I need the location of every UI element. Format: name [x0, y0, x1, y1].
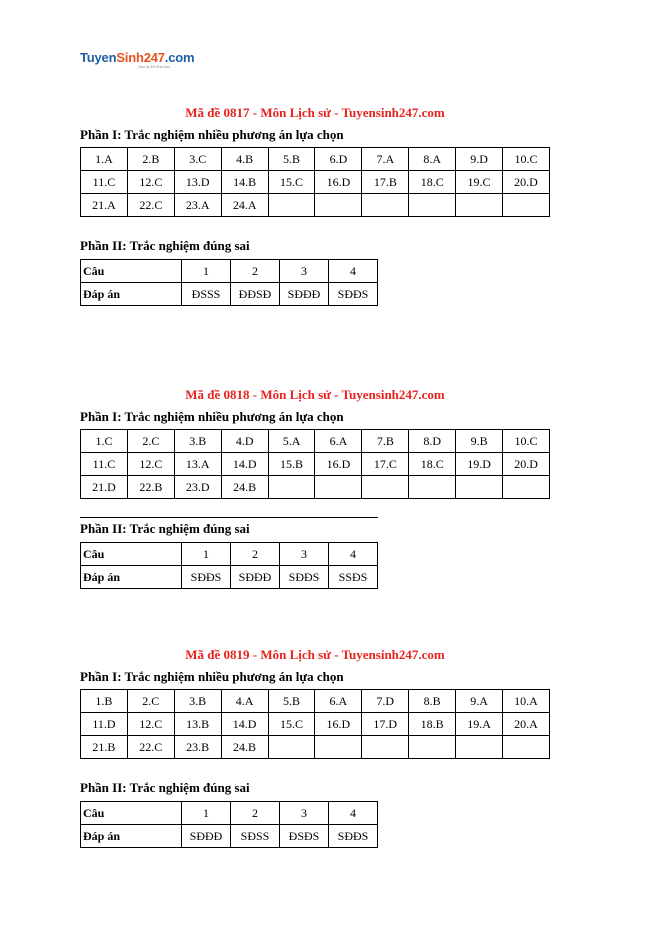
answer-cell: 14.D	[221, 453, 268, 476]
answer-cell	[503, 736, 550, 759]
table-row	[81, 825, 378, 848]
answer-cell: 14.D	[221, 713, 268, 736]
logo	[80, 50, 194, 65]
answer-cell: 20.D	[503, 453, 550, 476]
row-label-answer: Đáp án	[81, 825, 182, 848]
answer-cell: 8.A	[409, 148, 456, 171]
answer-cell: 18.C	[409, 171, 456, 194]
answer-cell: 24.B	[221, 476, 268, 499]
question-number-cell: 4	[329, 802, 378, 825]
answer-cell: 3.B	[174, 690, 221, 713]
answer-cell: 3.C	[174, 148, 221, 171]
row-label-question: Câu	[81, 802, 182, 825]
answer-cell: 15.C	[268, 713, 315, 736]
answer-cell: 6.A	[315, 690, 362, 713]
question-number-cell: 1	[182, 543, 231, 566]
question-number-cell: 4	[329, 543, 378, 566]
answer-cell: 15.C	[268, 171, 315, 194]
answer-cell: 10.A	[503, 690, 550, 713]
answer-cell: 17.C	[362, 453, 409, 476]
answer-cell: 8.D	[409, 430, 456, 453]
table-row	[81, 802, 378, 825]
answer-cell: 5.B	[268, 690, 315, 713]
divider	[80, 517, 378, 518]
answer-cell: 23.B	[174, 736, 221, 759]
part2-title: Phần II: Trắc nghiệm đúng sai	[80, 521, 250, 536]
multiple-choice-table	[80, 689, 550, 759]
table-row	[81, 476, 550, 499]
answer-cell: 1.B	[81, 690, 128, 713]
table-row	[81, 260, 378, 283]
answer-cell: 24.B	[221, 736, 268, 759]
answer-cell: SĐĐĐ	[280, 283, 329, 306]
table-row	[81, 283, 378, 306]
answer-cell: 9.B	[456, 430, 503, 453]
multiple-choice-table	[80, 147, 550, 217]
question-number-cell: 2	[231, 260, 280, 283]
exam-section-0818	[80, 386, 550, 589]
answer-cell	[456, 476, 503, 499]
answer-cell	[268, 736, 315, 759]
answer-cell	[315, 194, 362, 217]
answer-cell: 11.D	[81, 713, 128, 736]
part1-title: Phần I: Trắc nghiệm nhiều phương án lựa chọn	[80, 127, 344, 142]
question-number-cell: 3	[280, 802, 329, 825]
answer-cell: 12.C	[127, 171, 174, 194]
answer-cell: SĐĐĐ	[182, 825, 231, 848]
table-row	[81, 543, 378, 566]
logo-text-sinh: Sinh	[116, 50, 144, 65]
answer-cell: 19.D	[456, 453, 503, 476]
answer-cell: 6.D	[315, 148, 362, 171]
answer-cell: 15.B	[268, 453, 315, 476]
answer-cell: 4.D	[221, 430, 268, 453]
answer-cell: 5.B	[268, 148, 315, 171]
answer-cell: 22.C	[127, 194, 174, 217]
answer-cell: SSĐS	[329, 566, 378, 589]
answer-cell: 2.C	[127, 690, 174, 713]
question-number-cell: 2	[231, 543, 280, 566]
answer-cell: ĐĐSĐ	[231, 283, 280, 306]
answer-cell: 9.A	[456, 690, 503, 713]
row-label-question: Câu	[81, 543, 182, 566]
part1-title: Phần I: Trắc nghiệm nhiều phương án lựa chọn	[80, 669, 344, 684]
answer-cell: 19.C	[456, 171, 503, 194]
answer-cell: 20.D	[502, 171, 549, 194]
true-false-table	[80, 801, 378, 848]
answer-cell	[456, 194, 503, 217]
row-label-answer: Đáp án	[81, 283, 182, 306]
answer-cell	[409, 194, 456, 217]
exam-section-0817	[80, 104, 550, 306]
answer-cell: 4.A	[221, 690, 268, 713]
answer-cell	[315, 736, 362, 759]
table-row	[81, 148, 550, 171]
question-number-cell: 1	[182, 802, 231, 825]
row-label-question: Câu	[81, 260, 182, 283]
question-number-cell: 2	[231, 802, 280, 825]
answer-cell	[503, 476, 550, 499]
table-row	[81, 690, 550, 713]
answer-cell: 5.A	[268, 430, 315, 453]
answer-cell: 8.B	[409, 690, 456, 713]
answer-cell: 16.D	[315, 713, 362, 736]
answer-cell: 13.A	[174, 453, 221, 476]
answer-cell: ĐSSS	[182, 283, 231, 306]
answer-cell: 10.C	[502, 148, 549, 171]
answer-cell: 12.C	[127, 453, 174, 476]
true-false-table	[80, 542, 378, 589]
answer-cell: 21.D	[81, 476, 128, 499]
answer-cell: 1.A	[81, 148, 128, 171]
answer-cell: SĐĐS	[329, 283, 378, 306]
logo-text-tuyen: Tuyen	[80, 50, 117, 65]
answer-cell: 2.C	[127, 430, 174, 453]
part2-title: Phần II: Trắc nghiệm đúng sai	[80, 780, 250, 795]
answer-cell: 16.D	[315, 171, 362, 194]
answer-cell	[409, 736, 456, 759]
section-title: Mã đề 0819 - Môn Lịch sử - Tuyensinh247.com	[185, 647, 445, 662]
logo-tagline: Học là Đỗ Đại học	[138, 64, 171, 69]
question-number-cell: 4	[329, 260, 378, 283]
answer-cell: 19.A	[456, 713, 503, 736]
answer-cell: 24.A	[221, 194, 268, 217]
answer-cell: 12.C	[127, 713, 174, 736]
answer-cell: 21.B	[81, 736, 128, 759]
table-row	[81, 566, 378, 589]
multiple-choice-table	[80, 429, 550, 499]
answer-cell	[362, 194, 409, 217]
answer-cell: 11.C	[81, 453, 128, 476]
part2-title: Phần II: Trắc nghiệm đúng sai	[80, 238, 250, 253]
answer-cell: 6.A	[315, 430, 362, 453]
answer-cell: 7.B	[362, 430, 409, 453]
question-number-cell: 3	[280, 260, 329, 283]
answer-cell: 13.D	[174, 171, 221, 194]
answer-cell: 13.B	[174, 713, 221, 736]
answer-cell: ĐSĐS	[280, 825, 329, 848]
answer-cell: 16.D	[315, 453, 362, 476]
section-title: Mã đề 0818 - Môn Lịch sử - Tuyensinh247.com	[185, 387, 445, 402]
answer-cell: 9.D	[456, 148, 503, 171]
answer-cell: SĐĐS	[182, 566, 231, 589]
answer-cell: 3.B	[174, 430, 221, 453]
answer-cell: 20.A	[503, 713, 550, 736]
part1-title: Phần I: Trắc nghiệm nhiều phương án lựa chọn	[80, 409, 344, 424]
table-row	[81, 736, 550, 759]
question-number-cell: 3	[280, 543, 329, 566]
answer-cell	[456, 736, 503, 759]
logo-text-247: 247	[143, 50, 165, 65]
answer-cell: 18.C	[409, 453, 456, 476]
table-row	[81, 194, 550, 217]
answer-cell	[315, 476, 362, 499]
section-title: Mã đề 0817 - Môn Lịch sử - Tuyensinh247.com	[185, 105, 445, 120]
answer-cell	[502, 194, 549, 217]
answer-cell	[362, 476, 409, 499]
answer-cell	[362, 736, 409, 759]
answer-cell: 23.D	[174, 476, 221, 499]
answer-cell: 22.B	[127, 476, 174, 499]
answer-cell: 7.A	[362, 148, 409, 171]
answer-cell: 21.A	[81, 194, 128, 217]
answer-cell: 22.C	[127, 736, 174, 759]
table-row	[81, 453, 550, 476]
answer-cell: SĐĐS	[280, 566, 329, 589]
answer-cell	[268, 194, 315, 217]
answer-cell: 14.B	[221, 171, 268, 194]
answer-cell: 4.B	[221, 148, 268, 171]
answer-cell: SĐSS	[231, 825, 280, 848]
answer-cell	[268, 476, 315, 499]
answer-cell: SĐĐS	[329, 825, 378, 848]
logo-text-com: .com	[164, 50, 195, 65]
row-label-answer: Đáp án	[81, 566, 182, 589]
answer-cell: 17.B	[362, 171, 409, 194]
answer-cell: 11.C	[81, 171, 128, 194]
answer-cell: 7.D	[362, 690, 409, 713]
answer-cell: 1.C	[81, 430, 128, 453]
answer-cell: 23.A	[174, 194, 221, 217]
exam-section-0819	[80, 646, 550, 848]
question-number-cell: 1	[182, 260, 231, 283]
table-row	[81, 713, 550, 736]
table-row	[81, 171, 550, 194]
table-row	[81, 430, 550, 453]
answer-cell: 10.C	[503, 430, 550, 453]
answer-cell	[409, 476, 456, 499]
answer-cell: SĐĐĐ	[231, 566, 280, 589]
true-false-table	[80, 259, 378, 306]
answer-cell: 17.D	[362, 713, 409, 736]
answer-cell: 18.B	[409, 713, 456, 736]
answer-cell: 2.B	[127, 148, 174, 171]
